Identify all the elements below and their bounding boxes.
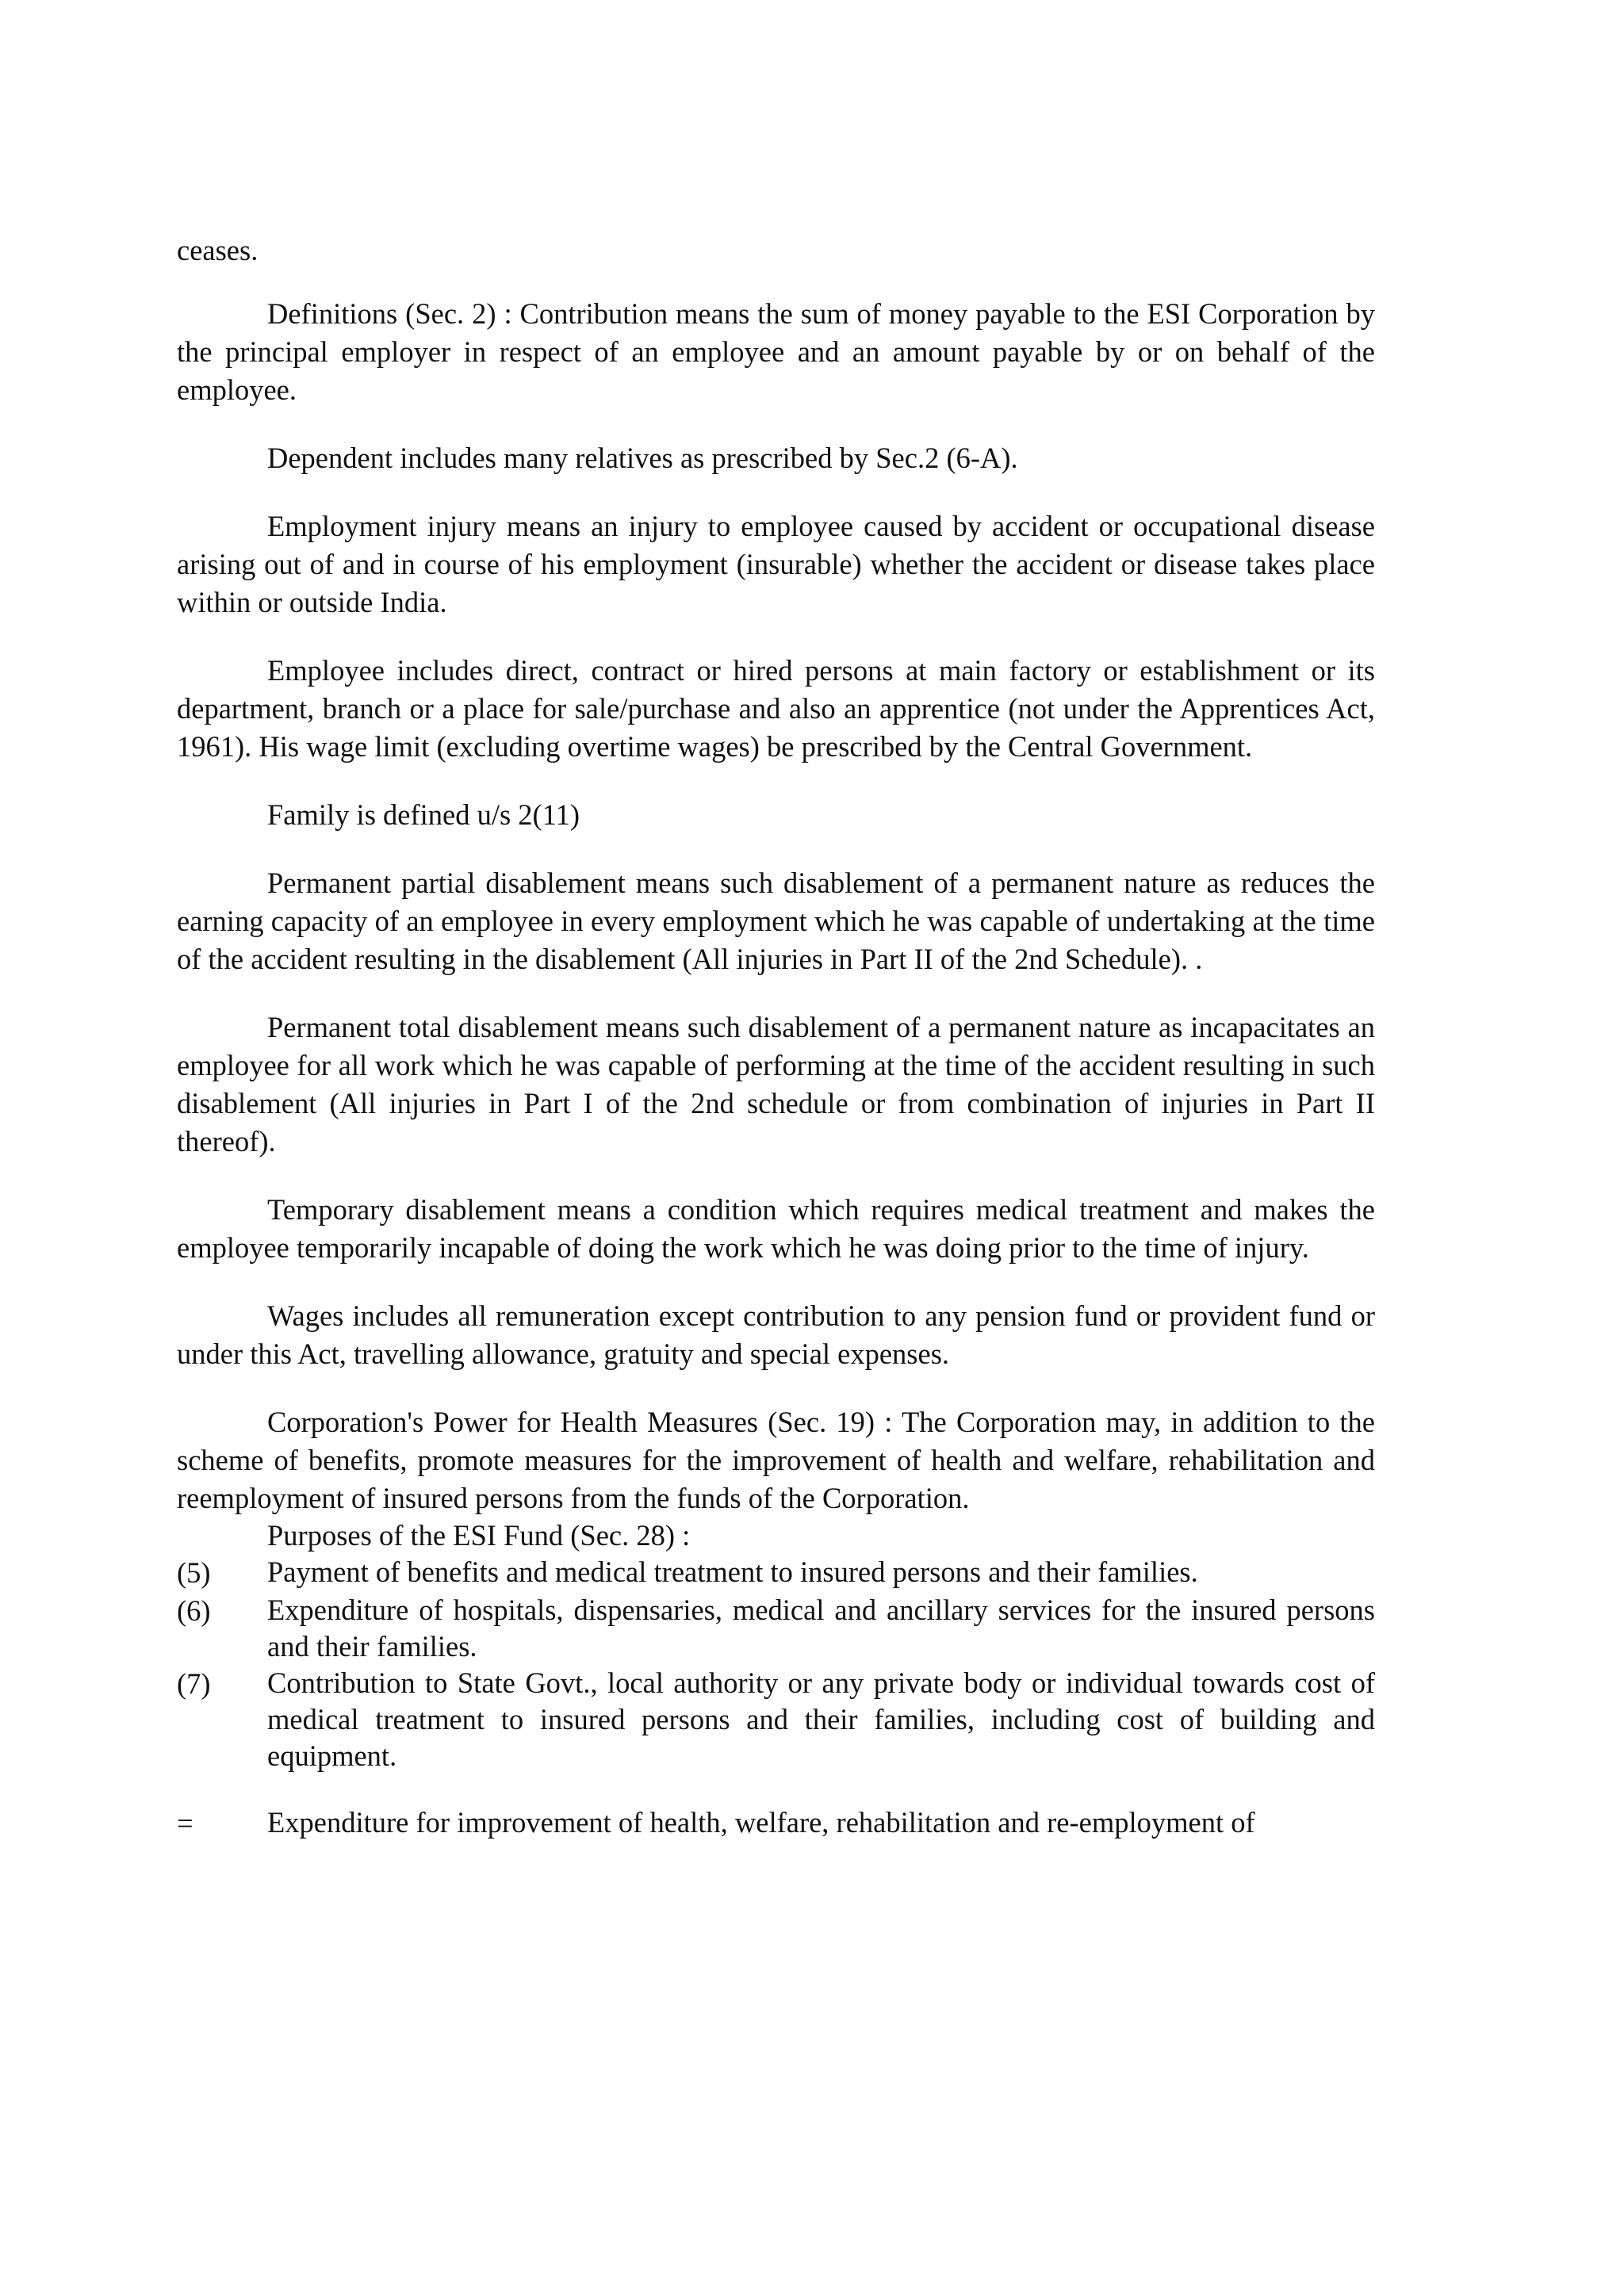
- document-page: [177, 232, 1375, 1843]
- list-item-text: Expenditure of hospitals, dispensaries, medical and ancillary services for the insured persons and their families.: [267, 1594, 1375, 1663]
- paragraph-employee: Employee includes direct, contract or hired persons at main factory or establishment or its department, branch or a place for sale/purchase and also an apprentice (not under the Apprentices Act, 1961). His wage limit (excluding overtime wages) be prescribed by the Central Government.: [177, 654, 1375, 763]
- paragraph-definitions: Definitions (Sec. 2) : Contribution means the sum of money payable to the ESI Corporation by the principal employer in respect of an employee and an amount payable by or on behalf of the employee.: [177, 297, 1375, 406]
- esi-fund-heading: Purposes of the ESI Fund (Sec. 28) :: [267, 1519, 691, 1552]
- list-marker: =: [177, 1807, 193, 1839]
- esi-fund-purposes-list: [177, 1554, 1375, 1843]
- paragraph-employment-injury: Employment injury means an injury to employee caused by accident or occupational disease arising out of and in course of his employment (insurable) whether the accident or disease takes place within or outside India.: [177, 510, 1375, 618]
- list-item-text: Expenditure for improvement of health, welfare, rehabilitation and re-employment of: [267, 1806, 1255, 1839]
- paragraph-wages: Wages includes all remuneration except contribution to any pension fund or provident fund or under this Act, travelling allowance, gratuity and special expenses.: [177, 1299, 1375, 1370]
- list-item: [177, 1804, 1375, 1843]
- list-item-text: Payment of benefits and medical treatment to insured persons and their families.: [267, 1556, 1198, 1588]
- list-item: [177, 1554, 1375, 1592]
- paragraph-ceases: ceases.: [177, 234, 259, 266]
- paragraph-temporary-disablement: Temporary disablement means a condition which requires medical treatment and makes the employee temporarily incapable of doing the work which he was doing prior to the time of injury.: [177, 1193, 1375, 1264]
- list-marker: (7): [177, 1667, 211, 1700]
- list-item-text: Contribution to State Govt., local authority or any private body or individual towards cost of medical treatment to insured persons and their families, including cost of building and equipment.: [267, 1667, 1375, 1772]
- list-item: [177, 1665, 1375, 1774]
- paragraph-family: Family is defined u/s 2(11): [267, 798, 580, 831]
- paragraph-permanent-total: Permanent total disablement means such disablement of a permanent nature as incapacitates an employee for all work which he was capable of performing at the time of the accident resulting in such disablement (All injuries in Part I of the 2nd schedule or from combination of injuries in Part II thereof).: [177, 1011, 1375, 1158]
- paragraph-permanent-partial: Permanent partial disablement means such disablement of a permanent nature as reduces the earning capacity of an employee in every employment which he was capable of undertaking at the time of the accident resulting in the disablement (All injuries in Part II of the 2nd Schedule). .: [177, 867, 1375, 975]
- paragraph-dependent: Dependent includes many relatives as prescribed by Sec.2 (6-A).: [267, 442, 1018, 474]
- paragraph-health-measures: Corporation's Power for Health Measures (Sec. 19) : The Corporation may, in addition to the scheme of benefits, promote measures for the improvement of health and welfare, rehabilitation and reemployment of insured persons from the funds of the Corporation.: [177, 1406, 1375, 1514]
- list-marker: (6): [177, 1594, 211, 1627]
- list-item: [177, 1592, 1375, 1665]
- list-marker: (5): [177, 1556, 211, 1589]
